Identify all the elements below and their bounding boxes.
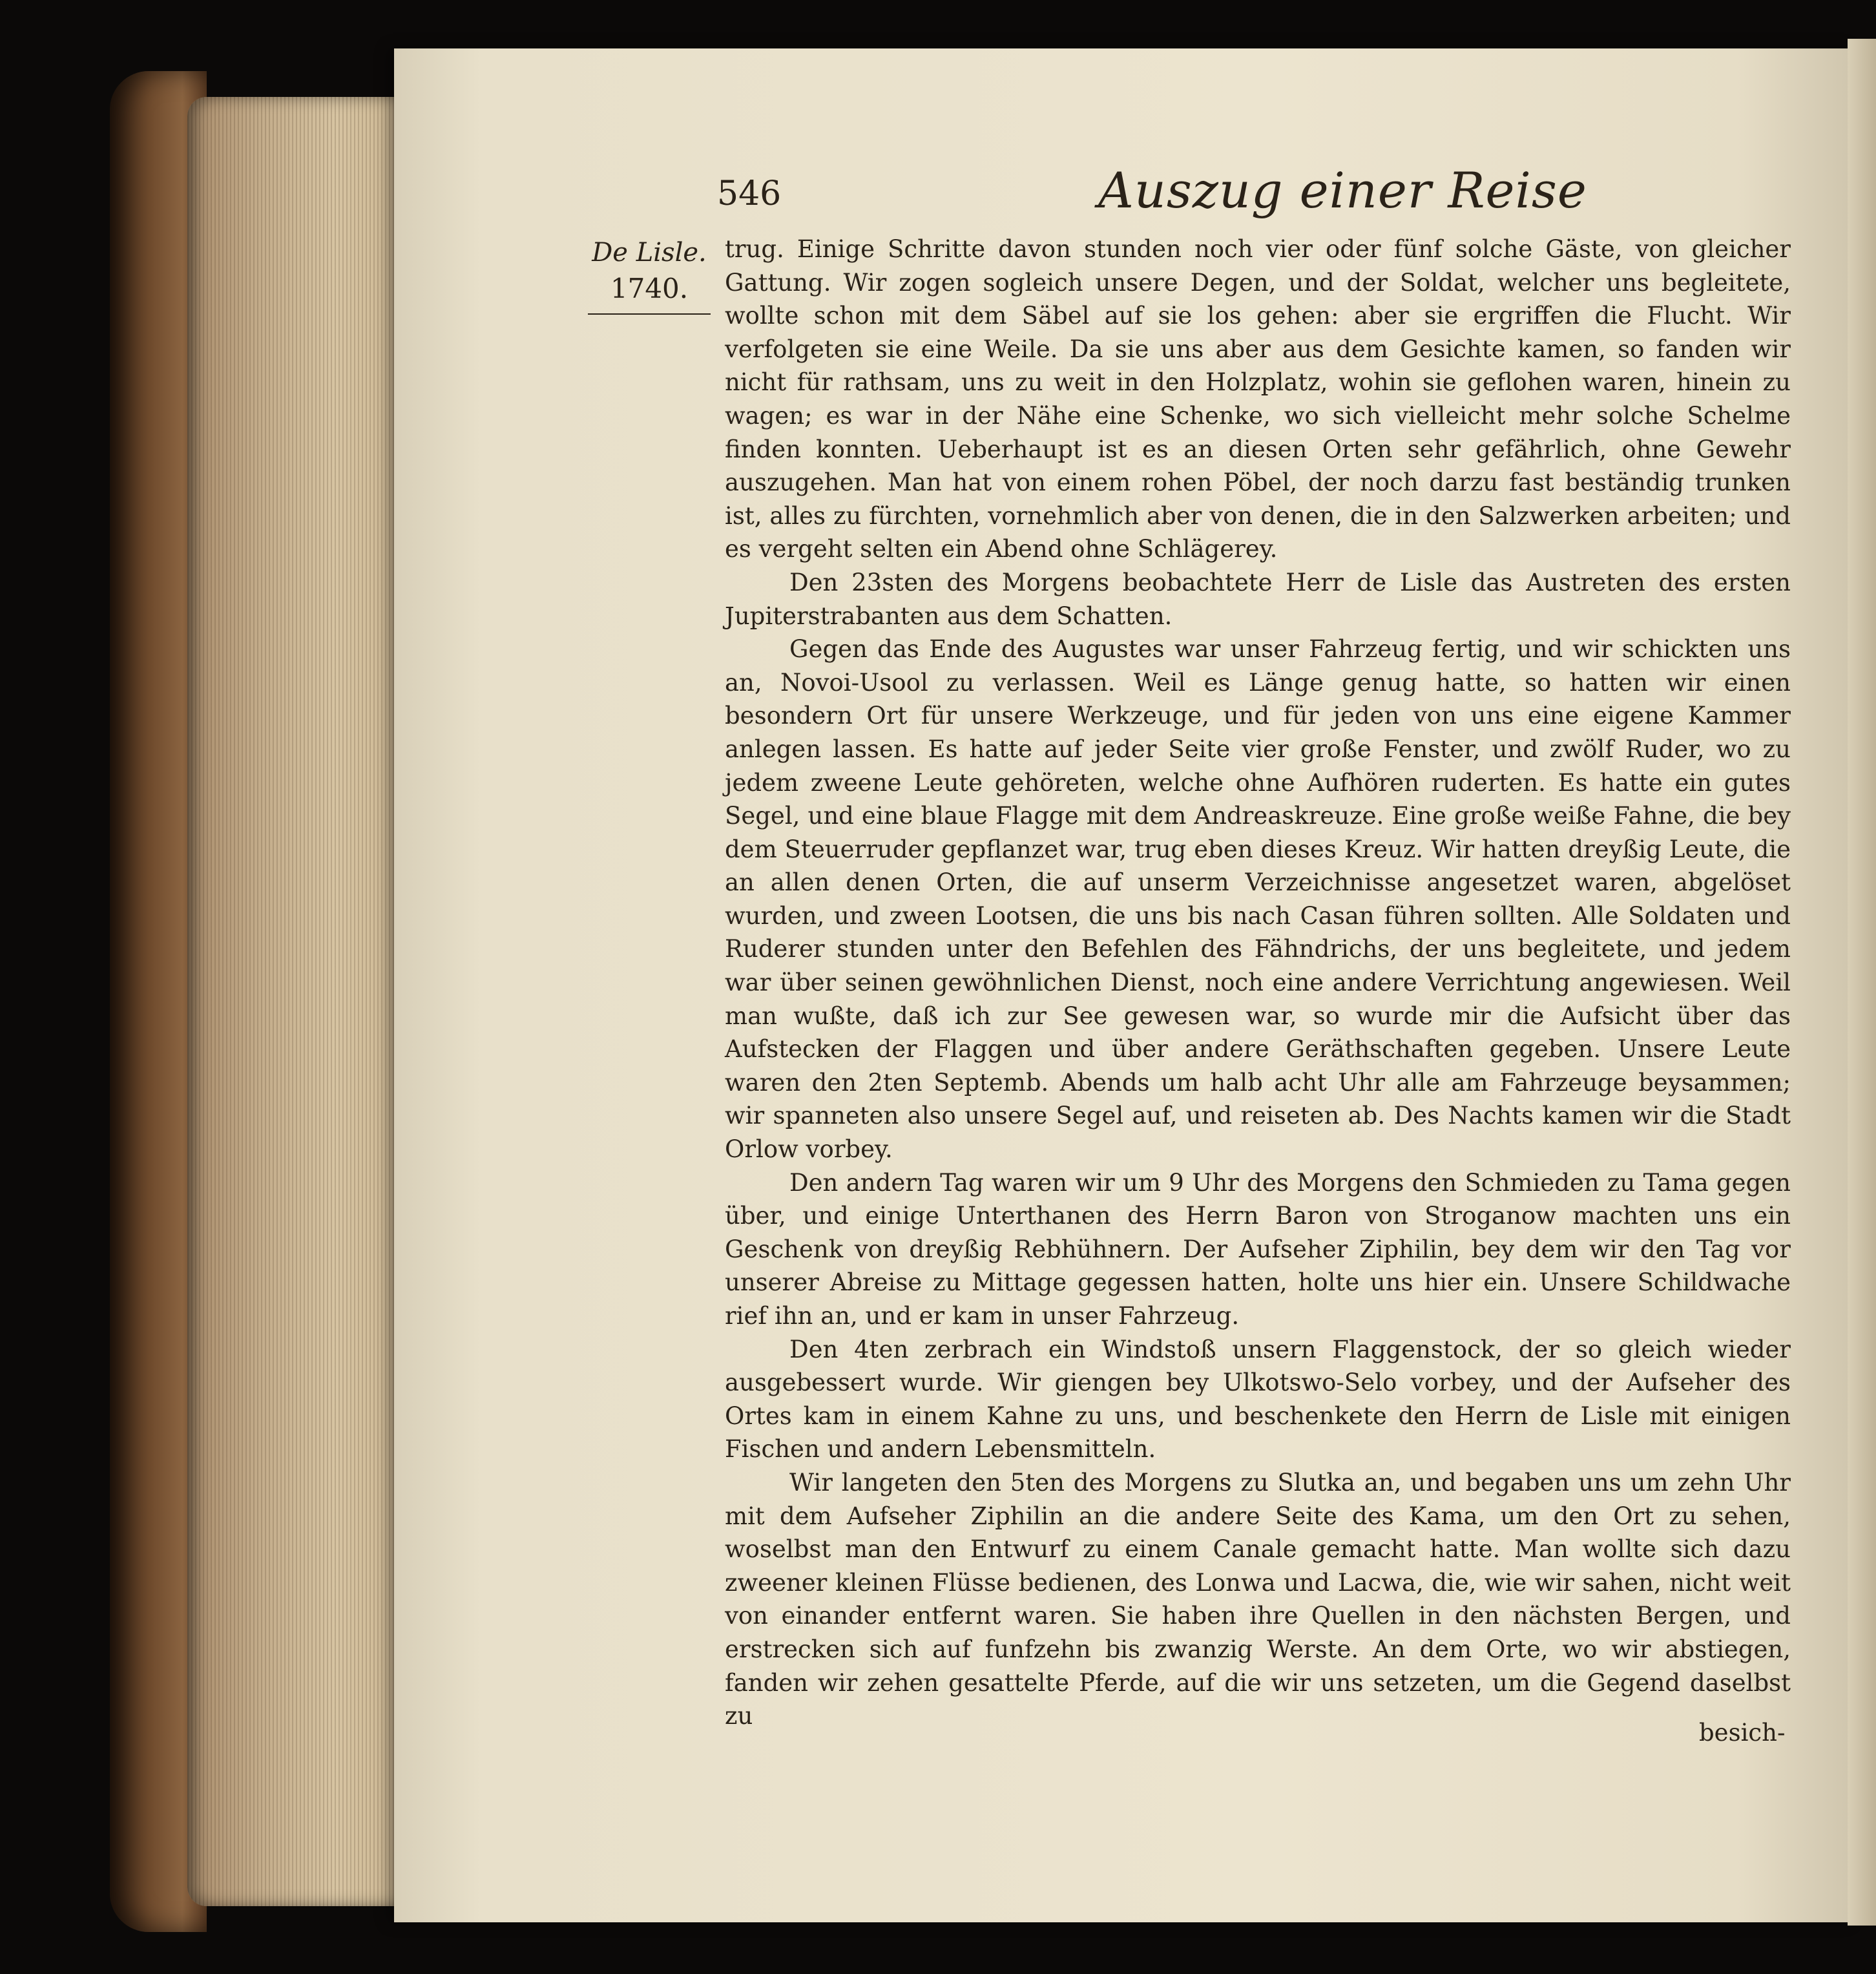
body-text	[725, 233, 1791, 1733]
paragraph: Gegen das Ende des Augustes war unser Fahrzeug fertig, und wir schickten uns an, Novoi-Usool zu verlassen. Weil es Länge genug hatte, so hatten wir einen besondern Ort für unsere Werkzeuge, und für jeden von uns eine eigene Kammer anlegen lassen. Es hatte auf jeder Seite vier große Fenster, und zwölf Ruder, wo zu jedem zweene Leute gehöreten, welche ohne Aufhören ruderten. Es hatte ein gutes Segel, und eine blaue Flagge mit dem Andreaskreuze. Eine große weiße Fahne, die bey dem Steuerruder gepflanzet war, trug eben dieses Kreuz. Wir hatten dreyßig Leute, die an allen denen Orten, die auf unserm Verzeichnisse angesetzet waren, abgelöset wurden, und zween Lootsen, die uns bis nach Casan führen sollten. Alle Soldaten und Ruderer stunden unter den Befehlen des Fähndrichs, der uns begleitete, und jedem war über seinen gewöhnlichen Dienst, noch eine andere Verrichtung angewiesen. Weil man wußte, daß ich zur See gewesen war, so wurde mir die Aufsicht über das Aufstecken der Flaggen und über andere Geräthschaften gegeben. Unsere Leute waren den 2ten Septemb. Abends um halb acht Uhr alle am Fahrzeuge beysammen; wir spanneten also unsere Segel auf, und reiseten ab. Des Nachts kamen wir die Stadt Orlow vorbey.	[725, 635, 1791, 1164]
page-number: 546	[717, 174, 782, 213]
facing-page-edge	[1848, 39, 1876, 1926]
running-head: Auszug einer Reise	[1098, 162, 1587, 219]
margin-note-year: 1740.	[610, 273, 689, 304]
paragraph: Den andern Tag waren wir um 9 Uhr des Morgens den Schmieden zu Tama gegen über, und einige Unterthanen des Herrn Baron von Stroganow machten uns ein Geschenk von dreyßig Rebhühnern. Der Aufseher Ziphilin, bey dem wir den Tag vor unserer Abreise zu Mittage gegessen hatten, holte uns hier ein. Unsere Schildwache rief ihn an, und er kam in unser Fahrzeug.	[725, 1168, 1791, 1330]
margin-rule	[588, 313, 711, 315]
page-header	[717, 155, 1789, 226]
paragraph: Wir langeten den 5ten des Morgens zu Slutka an, und begaben uns um zehn Uhr mit dem Aufseher Ziphilin an die andere Seite des Kama, um den Ort zu sehen, woselbst man den Entwurf zu einem Canale gemacht hatte. Man wollte sich dazu zweener kleinen Flüsse bedienen, des Lonwa und Lacwa, die, wie wir sahen, nicht weit von einander entfernt waren. Sie haben ihre Quellen in den nächsten Bergen, und erstrecken sich auf funfzehn bis zwanzig Werste. An dem Orte, wo wir abstiegen, fanden wir zehen gesattelte Pferde, auf die wir uns setzeten, um die Gegend daselbst zu	[725, 1468, 1791, 1730]
paragraph: trug. Einige Schritte davon stunden noch vier oder fünf solche Gäste, von gleicher Gattung. Wir zogen sogleich unsere Degen, und der Soldat, welcher uns begleitete, wollte schon mit dem Säbel auf sie los gehen: aber sie ergriffen die Flucht. Wir verfolgeten sie eine Weile. Da sie uns aber aus dem Gesichte kamen, so fanden wir nicht für rathsam, uns zu weit in den Holzplatz, wohin sie geflohen waren, hinein zu wagen; es war in der Nähe eine Schenke, wo sich vielleicht mehr solche Schelme finden konnten. Ueberhaupt ist es an diesen Orten sehr gefährlich, ohne Gewehr auszugehen. Man hat von einem rohen Pöbel, der noch darzu fast beständig trunken ist, alles zu fürchten, vornehmlich aber von denen, die in den Salzwerken arbeiten; und es vergeht selten ein Abend ohne Schlägerey.	[725, 235, 1791, 563]
paragraph: Den 23sten des Morgens beobachtete Herr de Lisle das Austreten des ersten Jupiterstrabanten aus dem Schatten.	[725, 568, 1791, 630]
paragraph: Den 4ten zerbrach ein Windstoß unsern Flaggenstock, der so gleich wieder ausgebessert wurde. Wir giengen bey Ulkotswo-Selo vorbey, und der Aufseher des Ortes kam in einem Kahne zu uns, und beschenkete den Herrn de Lisle mit einigen Fischen und andern Lebensmitteln.	[725, 1335, 1791, 1464]
margin-note	[581, 238, 717, 315]
page-edges	[187, 97, 401, 1906]
margin-note-name: De Lisle.	[592, 238, 707, 268]
catchword: besich-	[1699, 1719, 1786, 1747]
